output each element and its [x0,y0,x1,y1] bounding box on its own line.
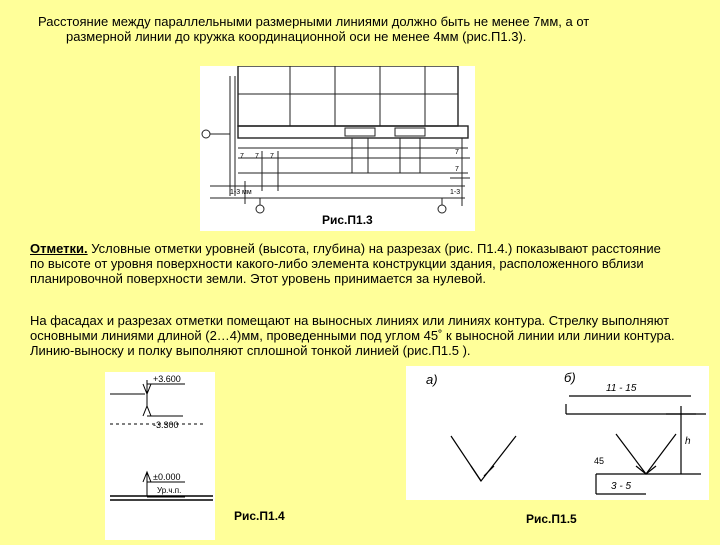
fig13-dim-e: 7 [455,149,459,156]
paragraph-marks [30,241,670,286]
paragraph-facades: На фасадах и разрезах отметки помещают на выносных линиях или линиях контура. Стрелку выполняют основными линиями длиной (2…4)мм, проведенными под углом 45˚ к выносной линии или линии контура. Линию-выноску и полку выполняют сплошной тонкой линией (рис.П1.5 ). [30,313,675,358]
figure-p1-3-drawing [200,66,475,231]
fig14-mark-1: +3.600 [153,374,181,384]
figure-p1-4 [105,372,215,540]
fig13-dim-g: 1-3 [450,189,461,196]
fig15-dim-h: h [685,436,691,447]
fig15-dim-bottom: 3 - 5 [611,481,632,492]
fig14-mark-3: ±0.000 [153,472,181,482]
intro-line-2: размерной линии до кружка координационной оси не менее 4мм (рис.П1.3). [66,29,527,44]
figure-p1-5-drawing [406,366,709,500]
fig13-dim-a: 7 [240,153,244,160]
term-marks: Отметки. [30,241,88,256]
fig13-dim-d: 1-3 мм [230,189,252,196]
paragraph-marks-body: Условные отметки уровней (высота, глубина) на разрезах (рис. П1.4.) показывают расстояние по высоте от уровня поверхности какого-либо элемента конструкции здания, расположенного вблизи планировочной поверхности земли. Этот уровень принимается за нулевой. [30,241,661,286]
figure-p1-3-caption: Рис.П1.3 [322,213,373,227]
fig13-dim-c: 7 [270,153,274,160]
fig15-dim-top: 11 - 15 [606,383,637,394]
fig13-dim-b: 7 [255,153,259,160]
fig13-dim-f: 7 [455,166,459,173]
figure-p1-5-caption: Рис.П1.5 [526,512,577,526]
fig15-label-a: а) [426,372,438,387]
figure-p1-5 [406,366,709,500]
fig14-mark-2: -3.300 [153,420,179,430]
figure-p1-3 [200,66,475,231]
fig15-label-b: б) [564,370,576,385]
intro-line-1: Расстояние между параллельными размерными линиями должно быть не менее 7мм, а от [38,14,590,29]
figure-p1-4-drawing [105,372,215,540]
intro-text [38,14,678,44]
figure-p1-4-caption: Рис.П1.4 [234,509,285,523]
fig14-mark-4: Ур.ч.п. [157,486,182,495]
fig15-angle: 45 [594,456,605,466]
